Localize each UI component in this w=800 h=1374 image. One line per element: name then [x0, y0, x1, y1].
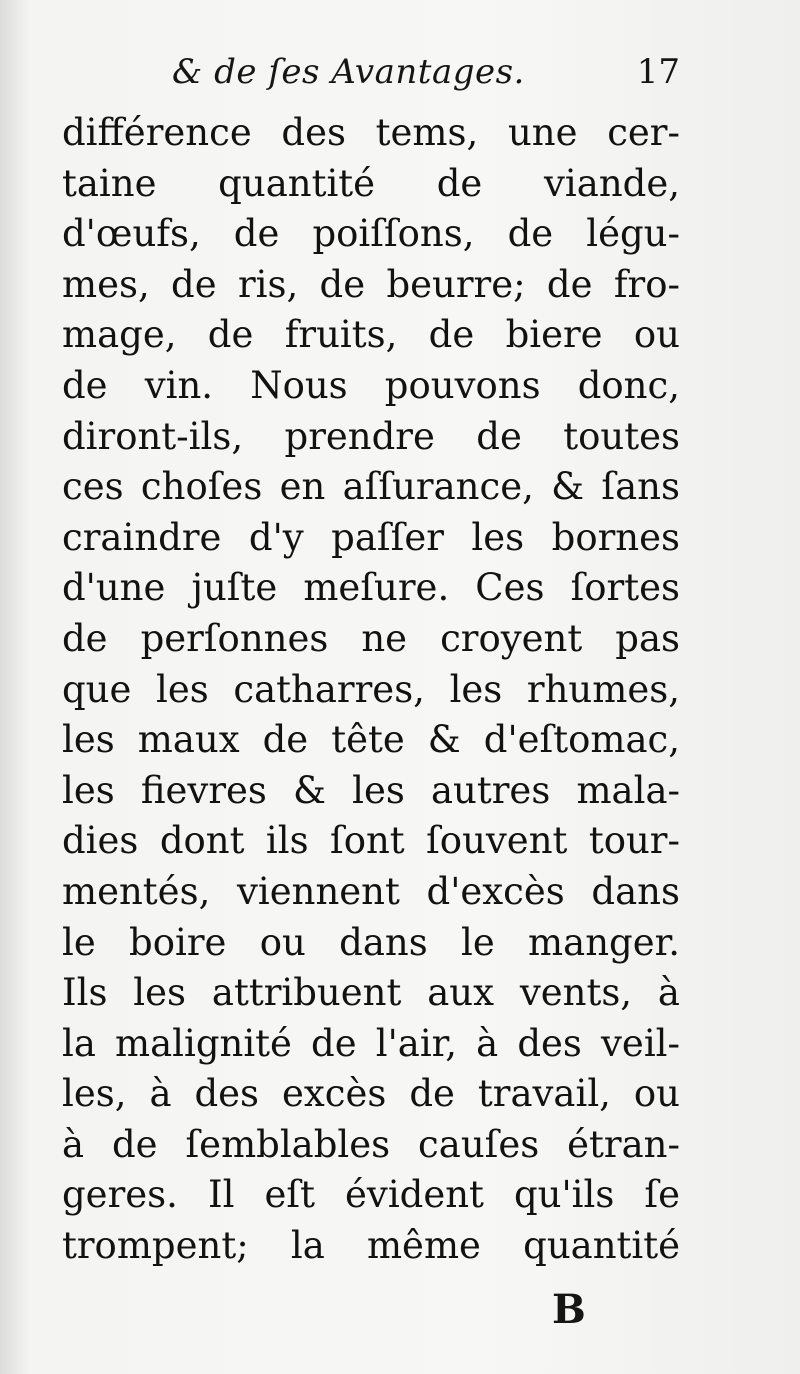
text-line: diront-ils, prendre de toutes [62, 414, 680, 458]
text-line: taine quantité de viande, [62, 161, 680, 205]
text-line: de perſonnes ne croyent pas [62, 616, 680, 660]
text-line: d'une juſte meſure. Ces ſortes [62, 566, 680, 610]
text-line: les maux de tête & d'eſtomac, [62, 718, 680, 762]
signature-mark: B [552, 1286, 586, 1333]
text-line: la malignité de l'air, à des veil- [62, 1021, 680, 1065]
text-line: craindre d'y paſſer les bornes [62, 515, 680, 559]
running-title: & de ſes Avantages. [172, 52, 525, 92]
text-line: mentés, viennent d'excès dans [62, 869, 680, 913]
text-line: d'œufs, de poiſſons, de légu- [62, 212, 680, 256]
text-line: dies dont ils ſont ſouvent tour- [62, 819, 680, 863]
text-line: le boire ou dans le manger. [62, 920, 680, 964]
text-line: à de ſemblables cauſes étran- [62, 1122, 680, 1166]
running-head [60, 52, 680, 102]
text-line: que les catharres, les rhumes, [62, 667, 680, 711]
text-line: geres. Il eſt évident qu'ils ſe [62, 1173, 680, 1217]
text-line: trompent; la même quantité [62, 1224, 680, 1268]
text-line: mes, de ris, de beurre; de fro- [62, 262, 680, 306]
text-line: Ils les attribuent aux vents, à [62, 971, 680, 1015]
body-text [62, 108, 680, 1272]
text-line: les, à des excès de travail, ou [62, 1072, 680, 1116]
text-line: ces choſes en aſſurance, & ſans [62, 465, 680, 509]
text-line: les fievres & les autres mala- [62, 768, 680, 812]
text-line: différence des tems, une cer- [62, 111, 680, 154]
text-line: mage, de fruits, de biere ou [62, 313, 680, 357]
page-number: 17 [636, 52, 680, 92]
text-line: de vin. Nous pouvons donc, [62, 363, 680, 407]
